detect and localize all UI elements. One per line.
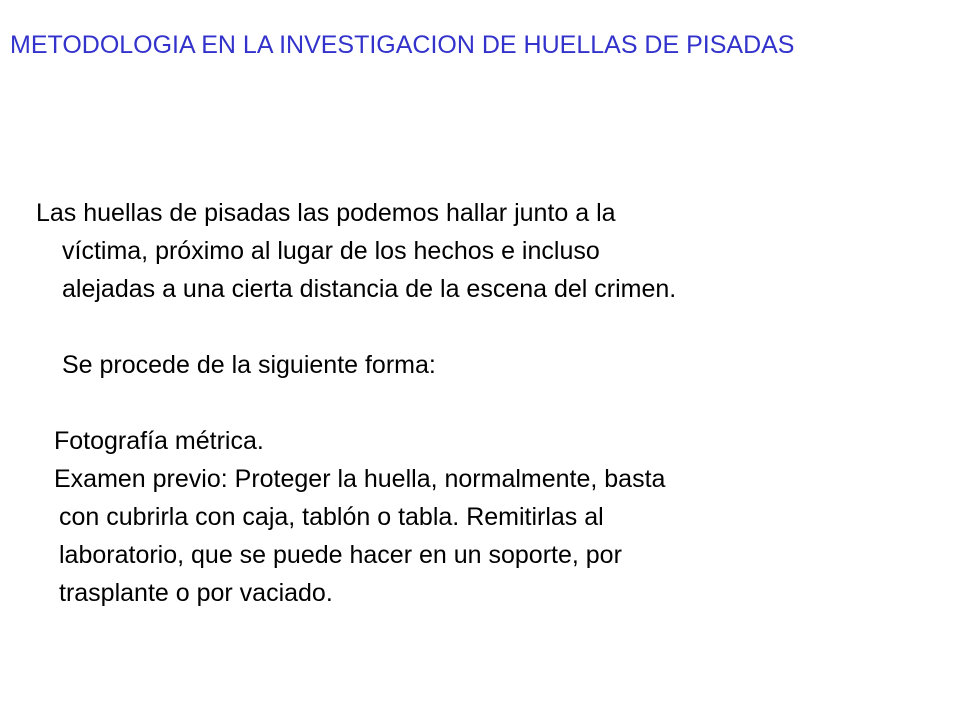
step-line: trasplante o por vaciado. bbox=[59, 579, 333, 607]
slide-title: METODOLOGIA EN LA INVESTIGACION DE HUELLAS DE PISADAS bbox=[10, 31, 795, 59]
procedure-intro: Se procede de la siguiente forma: bbox=[62, 351, 436, 379]
step-line: con cubrirla con caja, tablón o tabla. Remitirlas al bbox=[59, 503, 604, 531]
paragraph-line: Las huellas de pisadas las podemos hallar junto a la bbox=[36, 199, 616, 227]
step-photography: Fotografía métrica. bbox=[54, 427, 264, 455]
paragraph-line: alejadas a una cierta distancia de la escena del crimen. bbox=[62, 275, 677, 303]
step-line: laboratorio, que se puede hacer en un soporte, por bbox=[59, 541, 622, 569]
paragraph-line: víctima, próximo al lugar de los hechos e incluso bbox=[62, 237, 600, 265]
step-line: Examen previo: Proteger la huella, normalmente, basta bbox=[54, 465, 666, 493]
